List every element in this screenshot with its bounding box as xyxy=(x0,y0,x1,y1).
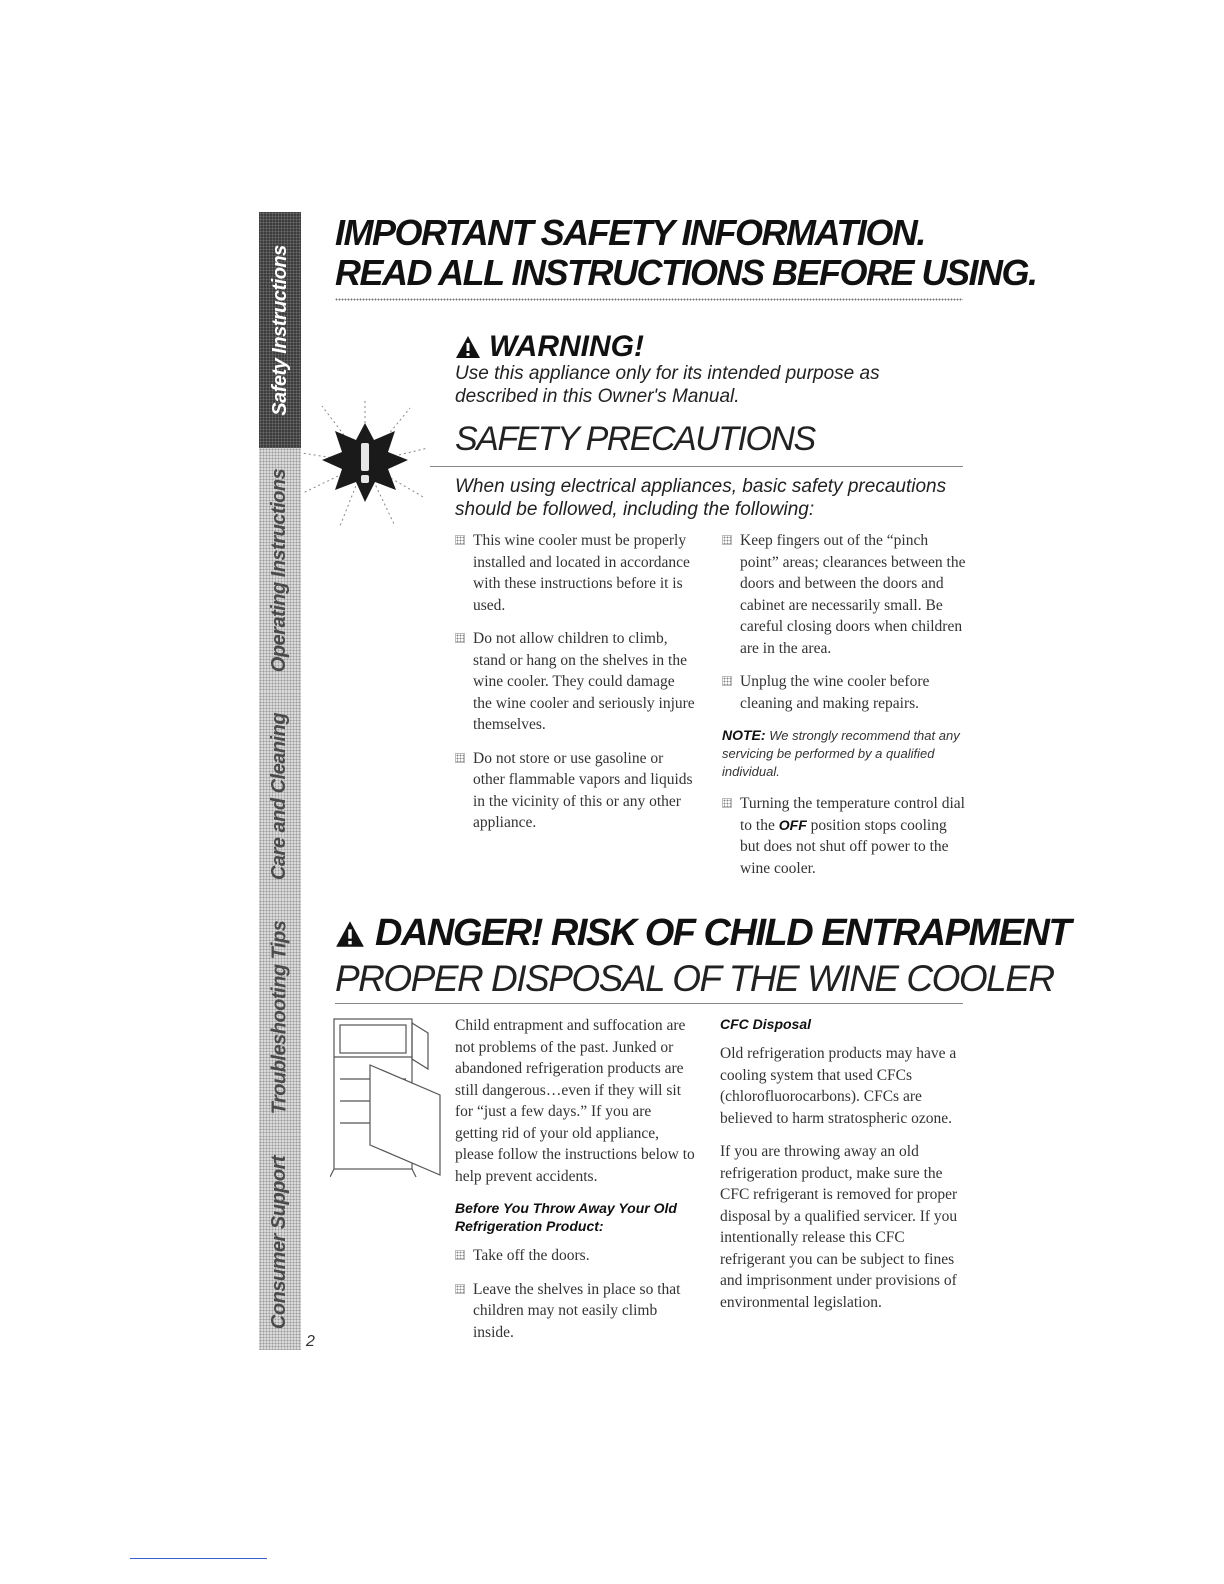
cfc-paragraph: Old refrigeration products may have a cooling system that used CFCs (chlorofluorocarbons). CFCs are believed to harm stratospheric ozone. xyxy=(720,1045,957,1127)
list-item: This wine cooler must be properly installed and located in accordance with these instructions before it is used. xyxy=(455,530,695,616)
tab-troubleshooting-tips[interactable]: Troubleshooting Tips xyxy=(259,900,301,1137)
safety-intro: When using electrical appliances, basic safety precautions should be followed, including the following: xyxy=(455,476,947,520)
header-divider xyxy=(335,298,963,301)
page-title-line1: IMPORTANT SAFETY INFORMATION. xyxy=(335,212,925,253)
list-item: Turning the temperature control dial to the OFF position stops cooling but does not shut off power to the wine cooler. xyxy=(722,793,967,879)
section-tabs xyxy=(259,212,301,1350)
exclamation-burst-icon xyxy=(300,398,430,528)
tab-care-and-cleaning[interactable]: Care and Cleaning xyxy=(259,692,301,902)
bullet-icon xyxy=(722,676,732,686)
servicing-note: NOTE: We strongly recommend that any servicing be performed by a qualified individual. xyxy=(722,727,960,779)
refrigerator-illustration xyxy=(330,1015,445,1180)
disposal-heading: PROPER DISPOSAL OF THE WINE COOLER xyxy=(335,958,1054,999)
bullet-icon xyxy=(455,753,465,763)
safety-left-column xyxy=(455,530,695,846)
disposal-column xyxy=(455,1015,695,1355)
footer-rule xyxy=(130,1558,267,1559)
page-number: 2 xyxy=(306,1333,315,1350)
bullet-icon xyxy=(455,1284,465,1294)
tab-operating-instructions[interactable]: Operating Instructions xyxy=(259,448,301,694)
danger-heading: DANGER! RISK OF CHILD ENTRAPMENT xyxy=(335,912,1070,955)
warning-triangle-icon xyxy=(335,920,365,948)
cfc-heading: CFC Disposal xyxy=(720,1016,812,1032)
list-item: Take off the doors. xyxy=(455,1245,695,1267)
tab-safety-instructions[interactable]: Safety Instructions xyxy=(259,212,301,450)
bullet-icon xyxy=(455,1250,465,1260)
warning-triangle-icon xyxy=(455,335,481,359)
cfc-paragraph: If you are throwing away an old refrigeration product, make sure the CFC refrigerant is removed for proper disposal by a qualified servicer. If you intentionally release this CFC refrigerant you can be subject to fines and imprisonment under provisions of environmental legislation. xyxy=(720,1143,958,1311)
safety-right-column xyxy=(722,530,967,891)
bullet-icon xyxy=(455,535,465,545)
tab-consumer-support[interactable]: Consumer Support xyxy=(259,1135,301,1352)
safety-precautions-heading: SAFETY PRECAUTIONS xyxy=(455,420,815,458)
list-item: Keep fingers out of the “pinch point” areas; clearances between the doors and between the doors and cabinet are necessarily small. Be careful closing doors when children are in the area. xyxy=(722,530,967,659)
list-item: Do not allow children to climb, stand or hang on the shelves in the wine cooler. They could damage the wine cooler and seriously injure themselves. xyxy=(455,628,695,736)
bullet-icon xyxy=(455,633,465,643)
entrapment-paragraph: Child entrapment and suffocation are not problems of the past. Junked or abandoned refrigeration products are still dangerous…even if they will sit for “just a few days.” If you are getting rid of your old appliance, please follow the instructions below to help prevent accidents. xyxy=(455,1017,695,1185)
disposal-divider xyxy=(335,1003,963,1004)
list-item: Do not store or use gasoline or other flammable vapors and liquids in the vicinity of this or any other appliance. xyxy=(455,748,695,834)
bullet-icon xyxy=(722,798,732,808)
bullet-icon xyxy=(722,535,732,545)
cfc-column xyxy=(720,1015,965,1313)
before-throw-away-heading: Before You Throw Away Your Old Refrigeration Product: xyxy=(455,1200,677,1234)
list-item: Leave the shelves in place so that children may not easily climb inside. xyxy=(455,1279,695,1344)
list-item: Unplug the wine cooler before cleaning and making repairs. xyxy=(722,671,967,714)
safety-divider xyxy=(430,466,963,467)
page-title-line2: READ ALL INSTRUCTIONS BEFORE USING. xyxy=(335,252,1037,293)
warning-text: Use this appliance only for its intended purpose as described in this Owner's Manual. xyxy=(455,363,880,407)
warning-heading: WARNING! xyxy=(455,330,644,364)
